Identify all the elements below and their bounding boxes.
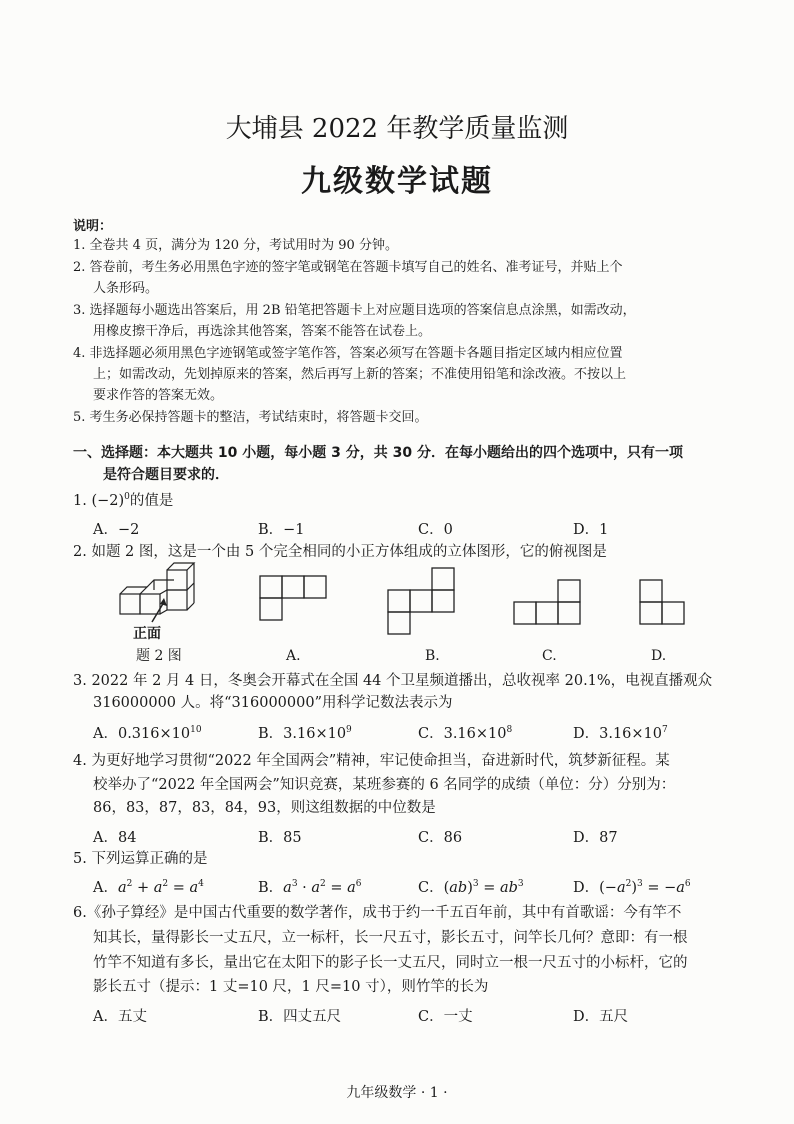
- instruction-line: 要求作答的答案无效。: [93, 388, 224, 403]
- q6-option-c: C．一丈: [418, 1009, 473, 1025]
- instruction-line: 上；如需改动，先划掉原来的答案，然后再写上新的答案；不准使用铅笔和涂改液。不按以上: [93, 367, 627, 382]
- question-2: 2. 如题 2 图，这是一个由 5 个完全相同的小正方体组成的立体图形，它的俯视图是: [73, 544, 607, 560]
- q6-option-d: D．五尺: [573, 1009, 629, 1025]
- q2-label-c: C.: [542, 648, 557, 664]
- instructions-heading: 说明：: [73, 219, 113, 234]
- q1-option-d: D．1: [573, 522, 609, 538]
- instruction-line: 人条形码。: [93, 281, 159, 296]
- figure-caption: 题 2 图: [136, 648, 182, 664]
- question-6-cont: 竹竿不知道有多长，量出它在太阳下的影子长一丈五尺，同时立一根一尺五寸的小标杆，它的: [93, 955, 688, 971]
- instruction-line: 用橡皮擦干净后，再选涂其他答案，答案不能答在试卷上。: [93, 324, 432, 339]
- question-3: 3. 2022 年 2 月 4 日，冬奥会开幕式在全国 44 个卫星频道播出，总收视率 20.1%，电视直播观众: [73, 673, 713, 689]
- q2-3d-figure: [110, 562, 205, 624]
- q2-view-b: [386, 566, 456, 638]
- q4-option-d: D．87: [573, 830, 618, 846]
- exam-title: 大埔县 2022 年教学质量监测: [225, 114, 569, 144]
- q2-label-b: B.: [425, 648, 440, 664]
- question-6-cont: 影长五寸（提示：1 丈=10 尺，1 尺=10 寸），则竹竿的长为: [93, 979, 489, 995]
- q6-option-b: B．四丈五尺: [258, 1009, 342, 1025]
- question-5: 5. 下列运算正确的是: [73, 851, 208, 867]
- section-heading-cont: 是符合题目要求的．: [103, 467, 229, 483]
- instruction-line: 3. 选择题每小题选出答案后，用 2B 铅笔把答题卡上对应题目选项的答案信息点涂黑，如需改动，: [73, 303, 636, 318]
- q5-option-d: D．$(-a^2)^3 = -a^6$: [573, 879, 691, 896]
- q4-option-a: A．84: [93, 830, 137, 846]
- q5-option-a: A．$a^2 + a^2 = a^4$: [93, 879, 204, 896]
- page-footer: 九年级数学 · 1 ·: [346, 1085, 448, 1101]
- instruction-line: 5. 考生务必保持答题卡的整洁，考试结束时，将答题卡交回。: [73, 410, 428, 425]
- question-4: 4. 为更好地学习贯彻“2022 年全国两会”精神，牢记使命担当，奋进新时代，筑梦新征程。某: [73, 753, 670, 769]
- front-label: 正面: [133, 626, 161, 642]
- question-3-cont: 316000000 人。将“316000000”用科学记数法表示为: [93, 695, 453, 711]
- q1-option-c: C．0: [418, 522, 453, 538]
- q2-label-a: A.: [286, 648, 301, 664]
- exam-subtitle: 九级数学试题: [301, 164, 493, 199]
- q2-label-d: D.: [651, 648, 667, 664]
- q5-option-b: B．$a^3 \cdot a^2 = a^6$: [258, 879, 362, 896]
- q3-option-b: B．$3.16\times 10^9$: [258, 725, 352, 742]
- q6-option-a: A．五丈: [93, 1009, 147, 1025]
- instruction-line: 1. 全卷共 4 页，满分为 120 分，考试用时为 90 分钟。: [73, 238, 398, 253]
- q2-view-c: [512, 578, 584, 630]
- q4-option-c: C．86: [418, 830, 463, 846]
- q3-option-c: C．$3.16\times 10^8$: [418, 725, 513, 742]
- q3-option-d: D．$3.16\times 10^7$: [573, 725, 668, 742]
- section-heading: 一、选择题：本大题共 10 小题，每小题 3 分，共 30 分．在每小题给出的四个选项中，只有一项: [73, 445, 683, 461]
- q3-option-a: A．$0.316\times 10^{10}$: [93, 725, 202, 742]
- q1-option-b: B．−1: [258, 522, 305, 538]
- q4-option-b: B．85: [258, 830, 302, 846]
- question-1: 1. $(-2)^0$的值是: [73, 492, 174, 509]
- instruction-line: 4. 非选择题必须用黑色字迹钢笔或签字笔作答，答案必须写在答题卡各题目指定区域内相应位置: [73, 346, 623, 361]
- question-6-cont: 知其长，量得影长一丈五尺，立一标杆，长一尺五寸，影长五寸，问竿长几何？意即：有一根: [93, 930, 688, 946]
- q2-view-a: [258, 574, 328, 626]
- question-4-cont: 86，83，87，83，84，93，则这组数据的中位数是: [93, 800, 436, 816]
- q2-view-d: [638, 578, 690, 630]
- instruction-line: 2. 答卷前，考生务必用黑色字迹的签字笔或钢笔在答题卡填写自己的姓名、准考证号，并贴上个: [73, 260, 623, 275]
- question-4-cont: 校举办了“2022 年全国两会”知识竞赛，某班参赛的 6 名同学的成绩（单位：分）分别为：: [93, 777, 676, 793]
- question-6: 6.《孙子算经》是中国古代重要的数学著作，成书于约一千五百年前，其中有首歌谣：今有竿不: [73, 905, 682, 921]
- q5-option-c: C．$(ab)^3 = ab^3$: [418, 879, 524, 896]
- q1-option-a: A．−2: [93, 522, 140, 538]
